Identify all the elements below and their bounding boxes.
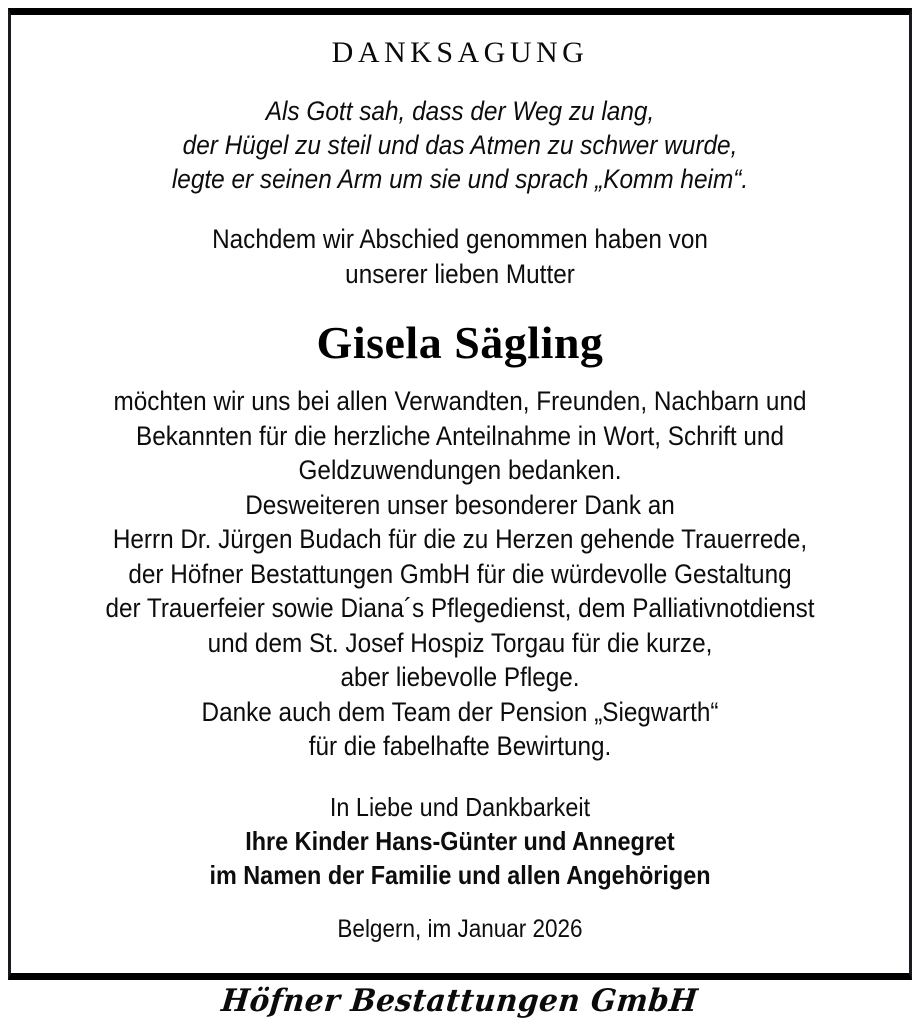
page-title: DANKSAGUNG — [331, 36, 589, 69]
verse-line: legte er seinen Arm um sie und sprach „Komm heim“. — [171, 164, 749, 194]
funeral-home-name: Höfner Bestattungen GmbH — [205, 984, 715, 1018]
thank-you-line: der Höfner Bestattungen GmbH für die würdevolle Gestaltung — [128, 558, 792, 589]
thank-you-line: Geldzuwendungen bedanken. — [298, 455, 622, 485]
thank-you-line: und dem St. Josef Hospiz Torgau für die kurze, — [207, 627, 713, 658]
thank-you-line: Bekannten für die herzliche Anteilnahme in Wort, Schrift und — [136, 420, 784, 451]
place-and-date: Belgern, im Januar 2026 — [337, 914, 583, 943]
thank-you-line: Desweiteren unser besonderer Dank an — [245, 489, 675, 520]
verse-line: der Hügel zu steil und das Atmen zu schwer wurde, — [182, 130, 738, 160]
verse-line: Als Gott sah, dass der Weg zu lang, — [265, 96, 655, 126]
thank-you-text — [71, 384, 849, 764]
funeral-home-signature — [0, 984, 920, 1018]
thank-you-line: Danke auch dem Team der Pension „Siegwarth“ — [201, 696, 719, 727]
notice-content — [8, 8, 912, 980]
closing-line: In Liebe und Dankbarkeit — [329, 791, 591, 822]
intro-text — [71, 222, 849, 292]
family-line: Ihre Kinder Hans-Günter und Annegret — [245, 825, 675, 856]
thank-you-line: für die fabelhafte Bewirtung. — [308, 731, 612, 761]
intro-line: Nachdem wir Abschied genommen haben von — [212, 224, 708, 254]
thank-you-line: Herrn Dr. Jürgen Budach für die zu Herzen gehende Trauerrede, — [112, 524, 808, 554]
intro-line: unserer lieben Mutter — [345, 259, 575, 289]
deceased-name: Gisela Sägling — [316, 317, 604, 368]
family-line: im Namen der Familie und allen Angehörigen — [209, 859, 711, 890]
closing-block — [71, 790, 849, 892]
thank-you-line: der Trauerfeier sowie Diana´s Pflegedienst, dem Palliativnotdienst — [105, 593, 815, 623]
memorial-verse — [63, 94, 858, 196]
thank-you-line: möchten wir uns bei allen Verwandten, Freunden, Nachbarn und — [113, 386, 807, 416]
thank-you-line: aber liebevolle Pflege. — [340, 662, 580, 692]
